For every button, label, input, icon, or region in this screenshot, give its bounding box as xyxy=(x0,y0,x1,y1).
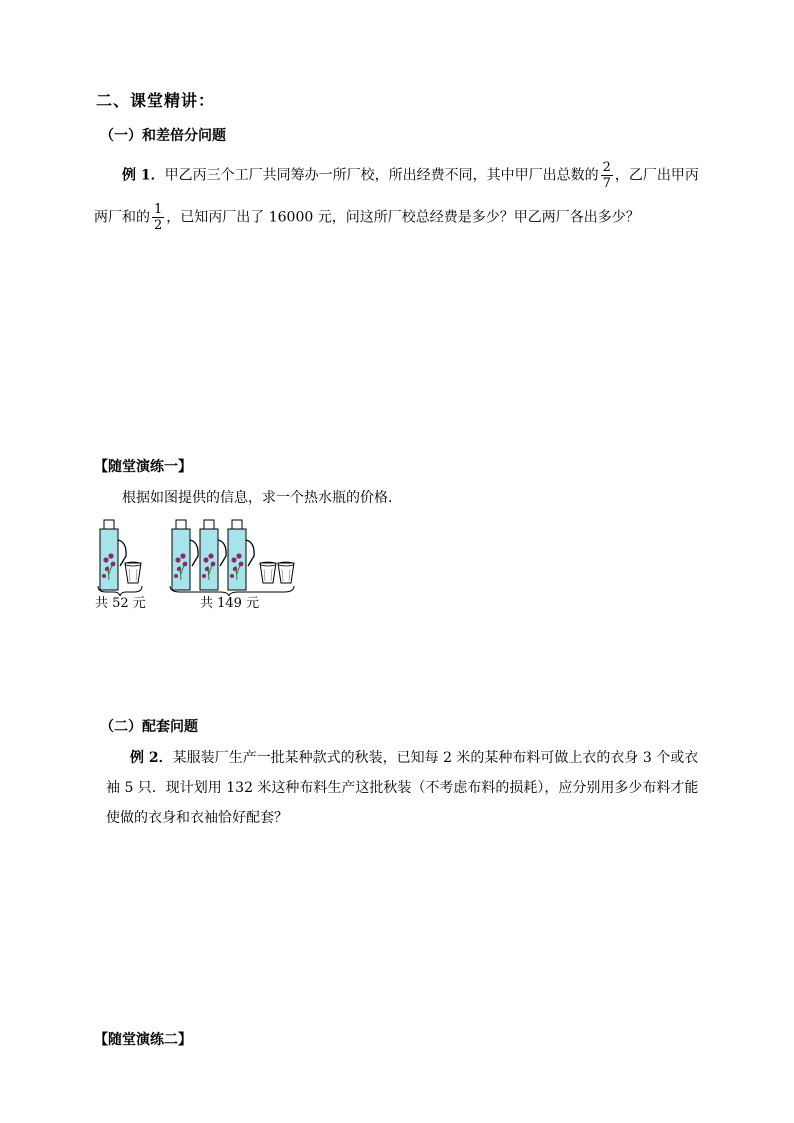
example-1-line-2 xyxy=(94,202,640,233)
example-2-label: 例 2． xyxy=(130,750,173,766)
fraction-numerator: 1 xyxy=(154,202,163,217)
example-1-line-1 xyxy=(122,160,699,191)
example-1-label: 例 1． xyxy=(122,167,165,184)
example-2-line-1 xyxy=(130,748,698,768)
example-2-text-1: 某服装厂生产一批某种款式的秋装，已知每 2 米的某种布料可做上衣的衣身 3 个或衣 xyxy=(172,750,699,766)
thermos-bottle-icon xyxy=(172,520,198,590)
fraction-denominator: 2 xyxy=(154,218,163,233)
example-1-text-2-head: 两厂和的 xyxy=(94,209,150,226)
subsection-title-2: （二）配套问题 xyxy=(100,719,198,735)
example-1-text-1-tail: ，乙厂出甲丙 xyxy=(614,167,699,184)
example-2-line-2: 袖 5 只．现计划用 132 米这种布料生产这批秋装（不考虑布料的损耗），应分别用多少布料才能 xyxy=(106,780,699,796)
section-title: 二、课堂精讲： xyxy=(96,91,216,110)
subsection-title-1: （一）和差倍分问题 xyxy=(100,128,226,144)
thermos-bottle-icon xyxy=(228,520,254,590)
cup-icon xyxy=(125,562,141,583)
fraction-two-sevenths xyxy=(601,160,613,191)
fraction-denominator: 7 xyxy=(602,176,611,191)
example-1-text-2-tail: ，已知丙厂出了 16000 元，问这所厂校总经费是多少？甲乙两厂各出多少？ xyxy=(166,209,640,226)
cup-icon xyxy=(260,562,276,583)
practice-1-text: 根据如图提供的信息，求一个热水瓶的价格． xyxy=(122,490,402,506)
cup-icon xyxy=(278,562,294,583)
figure-caption-1: 共 52 元 xyxy=(95,596,146,611)
fraction-one-half xyxy=(152,202,164,233)
practice-2-title: 【随堂演练二】 xyxy=(94,1032,192,1048)
practice-1-title: 【随堂演练一】 xyxy=(94,459,192,475)
example-1-text-1: 甲乙丙三个工厂共同筹办一所厂校，所出经费不同，其中甲厂出总数的 xyxy=(164,167,599,184)
thermos-bottle-icon xyxy=(100,520,126,590)
thermos-bottle-icon xyxy=(200,520,226,590)
figure-caption-2: 共 149 元 xyxy=(200,596,260,611)
fraction-numerator: 2 xyxy=(602,160,611,175)
example-2-line-3: 使做的衣身和衣袖恰好配套？ xyxy=(106,810,288,826)
